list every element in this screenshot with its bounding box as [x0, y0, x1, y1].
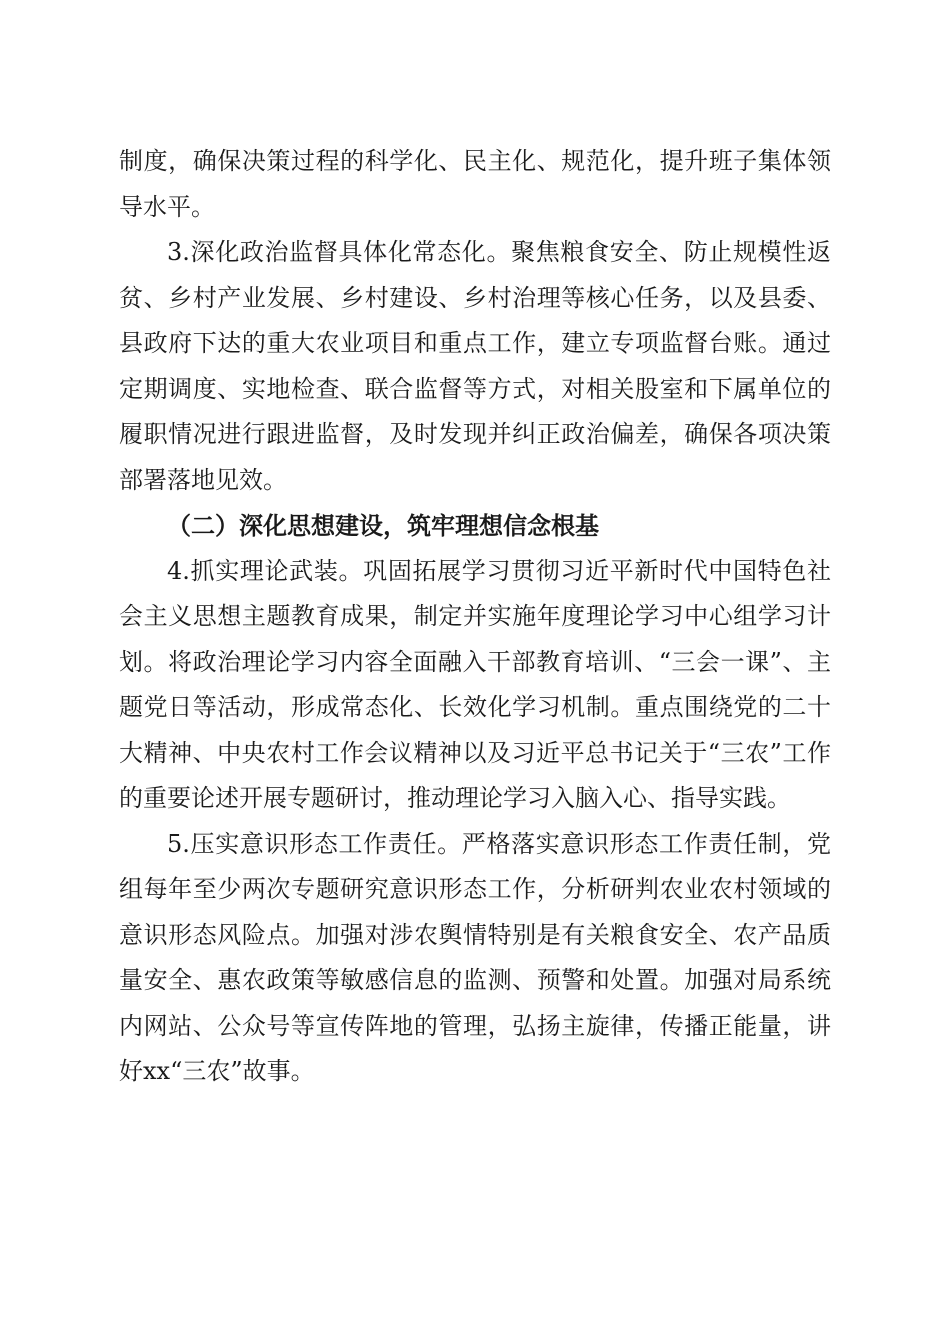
document-body — [119, 139, 831, 1095]
paragraph-continuation: 制度，确保决策过程的科学化、民主化、规范化，提升班子集体领导水平。 — [119, 147, 831, 221]
paragraph-item-4: 4.抓实理论武装。巩固拓展学习贯彻习近平新时代中国特色社会主义思想主题教育成果，制定并实施年度理论学习中心组学习计划。将政治理论学习内容全面融入干部教育培训、“三会一课”、主题党日等活动，形成常态化、长效化学习机制。重点围绕党的二十大精神、中央农村工作会议精神以及习近平总书记关于“三农”工作的重要论述开展专题研讨，推动理论学习入脑入心、指导实践。 — [119, 556, 831, 812]
paragraph-item-3: 3.深化政治监督具体化常态化。聚焦粮食安全、防止规模性返贫、乡村产业发展、乡村建设、乡村治理等核心任务，以及县委、县政府下达的重大农业项目和重点工作，建立专项监督台账。通过定期调度、实地检查、联合监督等方式，对相关股室和下属单位的履职情况进行跟进监督，及时发现并纠正政治偏差，确保各项决策部署落地见效。 — [119, 238, 831, 494]
paragraph-item-5: 5.压实意识形态工作责任。严格落实意识形态工作责任制，党组每年至少两次专题研究意识形态工作，分析研判农业农村领域的意识形态风险点。加强对涉农舆情特别是有关粮食安全、农产品质量安全、惠农政策等敏感信息的监测、预警和处置。加强对局系统内网站、公众号等宣传阵地的管理，弘扬主旋律，传播正能量，讲好xx“三农”故事。 — [119, 829, 831, 1085]
section-heading-2: （二）深化思想建设，筑牢理想信念根基 — [167, 511, 599, 540]
